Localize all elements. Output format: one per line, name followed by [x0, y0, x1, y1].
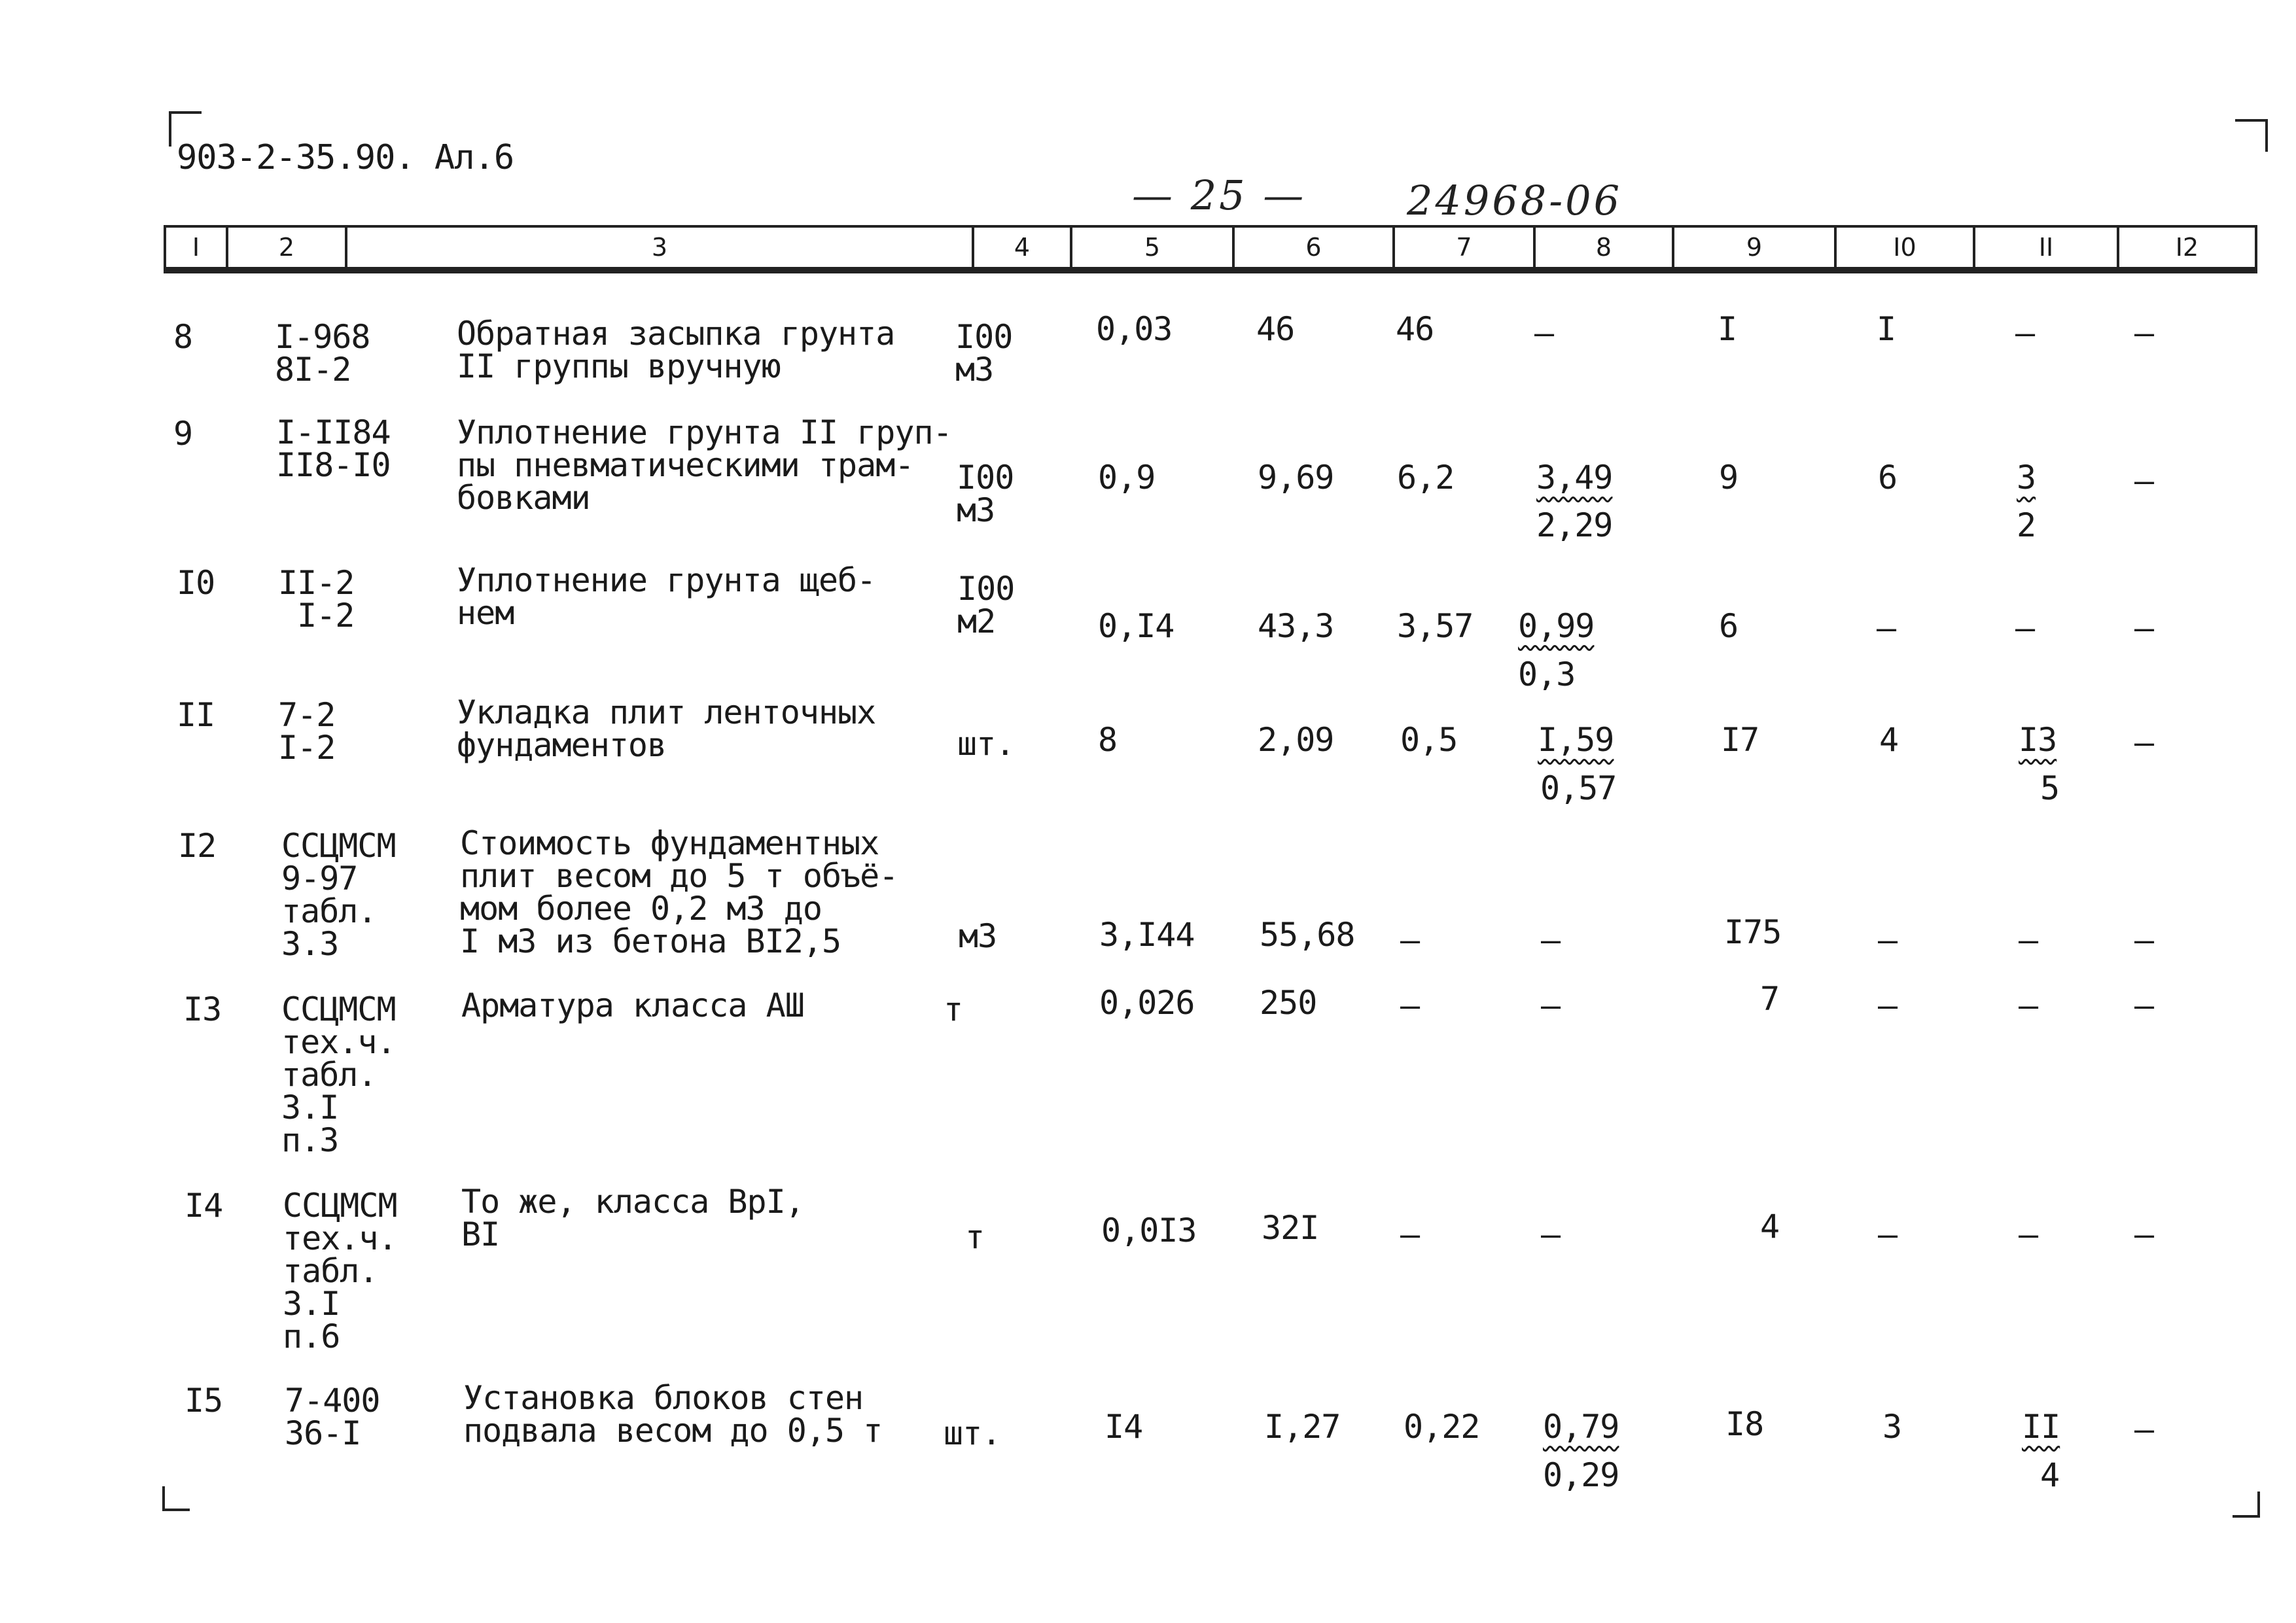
unit-cost-total: 9,69: [1258, 459, 1334, 497]
norm-code: ССЦМСМ тех.ч. табл. 3.I п.6: [283, 1187, 397, 1355]
norm-code: 7-400 36-I: [285, 1382, 380, 1452]
unit-cost-total: 32I: [1262, 1209, 1319, 1247]
unit-cost-machine: –: [1541, 1215, 1561, 1253]
work-description: Уплотнение грунта II груп- пы пневматическими трам- бовками: [457, 413, 952, 517]
total-wages: –: [2134, 462, 2154, 500]
total-basic: –: [1878, 1215, 1898, 1253]
quantity: 0,026: [1099, 984, 1195, 1022]
quantity: 0,03: [1096, 310, 1173, 348]
quantity: 8: [1098, 721, 1118, 759]
work-description: Арматура класса АШ: [461, 986, 804, 1024]
norm-code: I-II84 II8-I0: [276, 413, 391, 484]
row-number: II: [177, 696, 215, 734]
quantity: 0,9: [1098, 459, 1156, 497]
unit-cost-basic: 46: [1396, 310, 1434, 348]
document-code: 903-2-35.90. Ал.6: [177, 138, 514, 177]
total-basic: 6: [1878, 459, 1898, 497]
unit-cost-machine: 0,79: [1543, 1408, 1619, 1446]
total-machine: –: [2019, 921, 2038, 959]
unit-cost-machine-wages: 2,29: [1536, 506, 1613, 544]
row-number: I4: [185, 1187, 223, 1225]
total-machine: –: [2019, 1215, 2038, 1253]
column-header: 7: [1395, 228, 1536, 267]
total-wages: –: [2134, 921, 2154, 959]
unit: т: [944, 990, 963, 1028]
work-description: То же, класса ВрI, ВI: [461, 1183, 804, 1253]
unit: I00 м3: [957, 459, 1014, 529]
unit-cost-basic: 6,2: [1397, 459, 1455, 497]
quantity: 0,0I3: [1101, 1212, 1197, 1249]
column-header: 2: [228, 228, 347, 267]
total-cost: I: [1718, 310, 1737, 348]
work-description: Установка блоков стен подвала весом до 0,5 т: [463, 1379, 883, 1450]
total-basic: 3: [1882, 1408, 1902, 1446]
row-number: I3: [183, 990, 222, 1028]
unit-cost-machine: I,59: [1538, 721, 1614, 759]
total-machine-wages: 5: [2040, 769, 2060, 807]
unit-cost-machine: –: [1541, 986, 1561, 1024]
unit-cost-machine-wages: 0,57: [1540, 769, 1617, 807]
norm-code: ССЦМСМ 9-97 табл. 3.3: [281, 827, 396, 963]
total-machine-wages: 2: [2017, 506, 2036, 544]
total-cost: I8: [1725, 1405, 1764, 1443]
quantity: 0,I4: [1098, 607, 1174, 645]
column-header: 8: [1536, 228, 1674, 267]
row-number: I2: [178, 827, 217, 865]
total-basic: 4: [1879, 721, 1899, 759]
column-header: I0: [1837, 228, 1975, 267]
total-wages: –: [2134, 314, 2154, 352]
total-cost: 4: [1760, 1208, 1780, 1246]
corner-mark-top-right: [2235, 119, 2268, 152]
total-wages: –: [2134, 1410, 2154, 1448]
column-header: I2: [2175, 233, 2199, 262]
unit-cost-basic: 0,22: [1404, 1408, 1480, 1446]
total-wages: –: [2134, 609, 2154, 647]
work-description: Уплотнение грунта щеб- нем: [457, 561, 876, 632]
column-header: 9: [1674, 228, 1837, 267]
row-number: I5: [185, 1382, 223, 1420]
corner-mark-bottom-right: [2233, 1492, 2260, 1518]
total-machine: II: [2022, 1408, 2060, 1446]
total-wages: –: [2134, 986, 2154, 1024]
unit-cost-total: 43,3: [1258, 607, 1334, 645]
unit-cost-total: I,27: [1264, 1408, 1341, 1446]
quantity: 3,I44: [1099, 916, 1195, 954]
column-header: I: [166, 228, 228, 267]
row-number: 9: [173, 415, 193, 453]
unit-cost-basic: 3,57: [1397, 607, 1474, 645]
row-number: I0: [177, 564, 215, 602]
total-cost: 7: [1760, 980, 1780, 1018]
unit-cost-total: 250: [1260, 984, 1317, 1022]
unit: м3: [959, 917, 997, 955]
total-wages: –: [2134, 724, 2154, 761]
unit: т: [965, 1218, 985, 1256]
total-basic: –: [1878, 921, 1898, 959]
unit-cost-basic: 0,5: [1400, 721, 1458, 759]
work-description: Укладка плит ленточных фундаментов: [457, 693, 876, 764]
norm-code: I-968 8I-2: [275, 318, 370, 389]
total-machine: 3: [2017, 459, 2036, 497]
total-cost: 9: [1719, 459, 1739, 497]
column-header: 5: [1072, 228, 1235, 267]
quantity: I4: [1104, 1408, 1143, 1446]
norm-code: II-2 I-2: [278, 564, 355, 635]
column-header-row: [164, 225, 2257, 270]
total-machine: –: [2015, 314, 2035, 352]
unit-cost-machine: –: [1541, 921, 1561, 959]
unit-cost-basic: –: [1400, 921, 1420, 959]
total-wages: –: [2134, 1215, 2154, 1253]
header-divider: [164, 270, 2257, 273]
unit-cost-total: 2,09: [1258, 721, 1334, 759]
unit-cost-machine: –: [1534, 314, 1554, 352]
page-number: — 25 —: [1132, 171, 1307, 219]
unit: I00 м2: [957, 570, 1015, 640]
norm-code: ССЦМСМ тех.ч. табл. 3.I п.3: [281, 990, 396, 1159]
unit-cost-machine: 3,49: [1536, 459, 1613, 497]
total-basic: I: [1877, 310, 1896, 348]
total-machine: I3: [2019, 721, 2057, 759]
unit-cost-total: 55,68: [1260, 916, 1355, 954]
total-basic: –: [1878, 986, 1898, 1024]
row-number: 8: [173, 318, 193, 356]
total-cost: I75: [1724, 913, 1782, 951]
total-cost: I7: [1721, 721, 1759, 759]
norm-code: 7-2 I-2: [278, 696, 336, 767]
unit-cost-basic: –: [1400, 986, 1420, 1024]
column-header: II: [1975, 228, 2119, 267]
total-basic: –: [1877, 609, 1896, 647]
total-machine-wages: 4: [2040, 1456, 2060, 1494]
total-machine: –: [2019, 986, 2038, 1024]
total-cost: 6: [1719, 607, 1739, 645]
column-header: 4: [974, 228, 1072, 267]
total-machine: –: [2015, 609, 2035, 647]
column-header: 6: [1235, 228, 1395, 267]
work-description: Стоимость фундаментных плит весом до 5 т объё- мом более 0,2 м3 до I м3 из бетона ВI2,5: [460, 824, 898, 960]
unit-cost-machine: 0,99: [1518, 607, 1595, 645]
unit-cost-total: 46: [1256, 310, 1295, 348]
inventory-number: 24968-06: [1407, 177, 1623, 224]
unit: I00 м3: [955, 318, 1013, 389]
corner-mark-bottom-left: [162, 1486, 190, 1511]
column-header: 3: [347, 228, 974, 267]
unit: шт.: [957, 725, 1015, 763]
work-description: Обратная засыпка грунта II группы вручную: [457, 315, 895, 385]
unit: шт.: [944, 1414, 1001, 1452]
unit-cost-machine-wages: 0,3: [1518, 655, 1576, 693]
unit-cost-basic: –: [1400, 1215, 1420, 1253]
unit-cost-machine-wages: 0,29: [1543, 1456, 1619, 1494]
